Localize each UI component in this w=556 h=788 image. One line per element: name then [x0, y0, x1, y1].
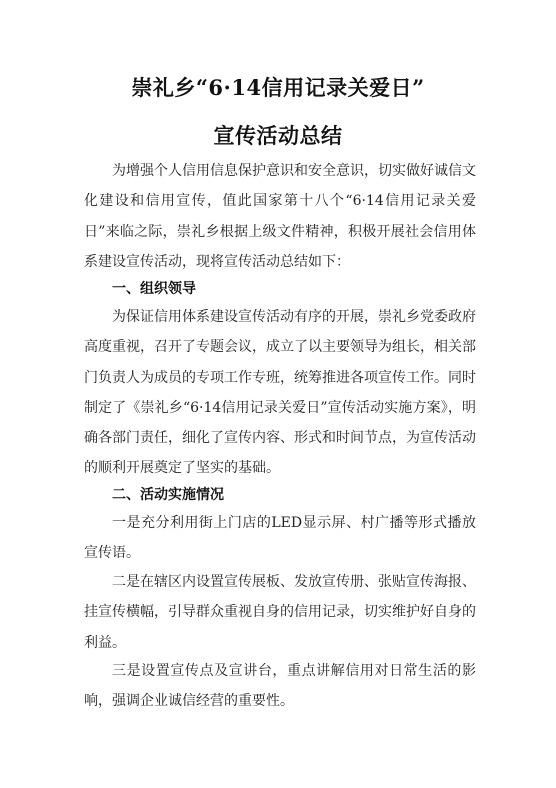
section-heading-organization: 一、组织领导 [112, 281, 196, 297]
section-heading-implementation: 二、活动实施情况 [112, 487, 224, 503]
intro-paragraph: 为增强个人信用信息保护意识和安全意识，切实做好诚信文化建设和信用宣传，值此国家第十八个“6·14信用记录关爱日”来临之际，崇礼乡根据上级文件精神，积极开展社会信用体系建设宣传活动，现将宣传活动总结如下： [84, 163, 476, 270]
document-title-line-2: 宣传活动总结 [213, 123, 343, 148]
document-title-line-1: 崇礼乡“6·14信用记录关爱日” [131, 75, 425, 100]
implementation-item-1: 一是充分利用街上门店的LED显示屏、村广播等形式播放宣传语。 [84, 515, 476, 562]
implementation-item-3: 三是设置宣传点及宣讲台，重点讲解信用对日常生活的影响，强调企业诚信经营的重要性。 [84, 663, 476, 710]
organization-paragraph: 为保证信用体系建设宣传活动有序的开展，崇礼乡党委政府高度重视，召开了专题会议，成立了以主要领导为组长，相关部门负责人为成员的专项工作专班，统筹推进各项宣传工作。同时制定了《崇礼乡“6·14信用记录关爱日”宣传活动实施方案》，明确各部门责任，细化了宣传内容、形式和时间节点，为宣传活动的顺利开展奠定了坚实的基础。 [84, 309, 476, 477]
implementation-item-2: 二是在辖区内设置宣传展板、发放宣传册、张贴宣传海报、挂宣传横幅，引导群众重视自身的信用记录，切实维护好自身的利益。 [84, 574, 476, 651]
